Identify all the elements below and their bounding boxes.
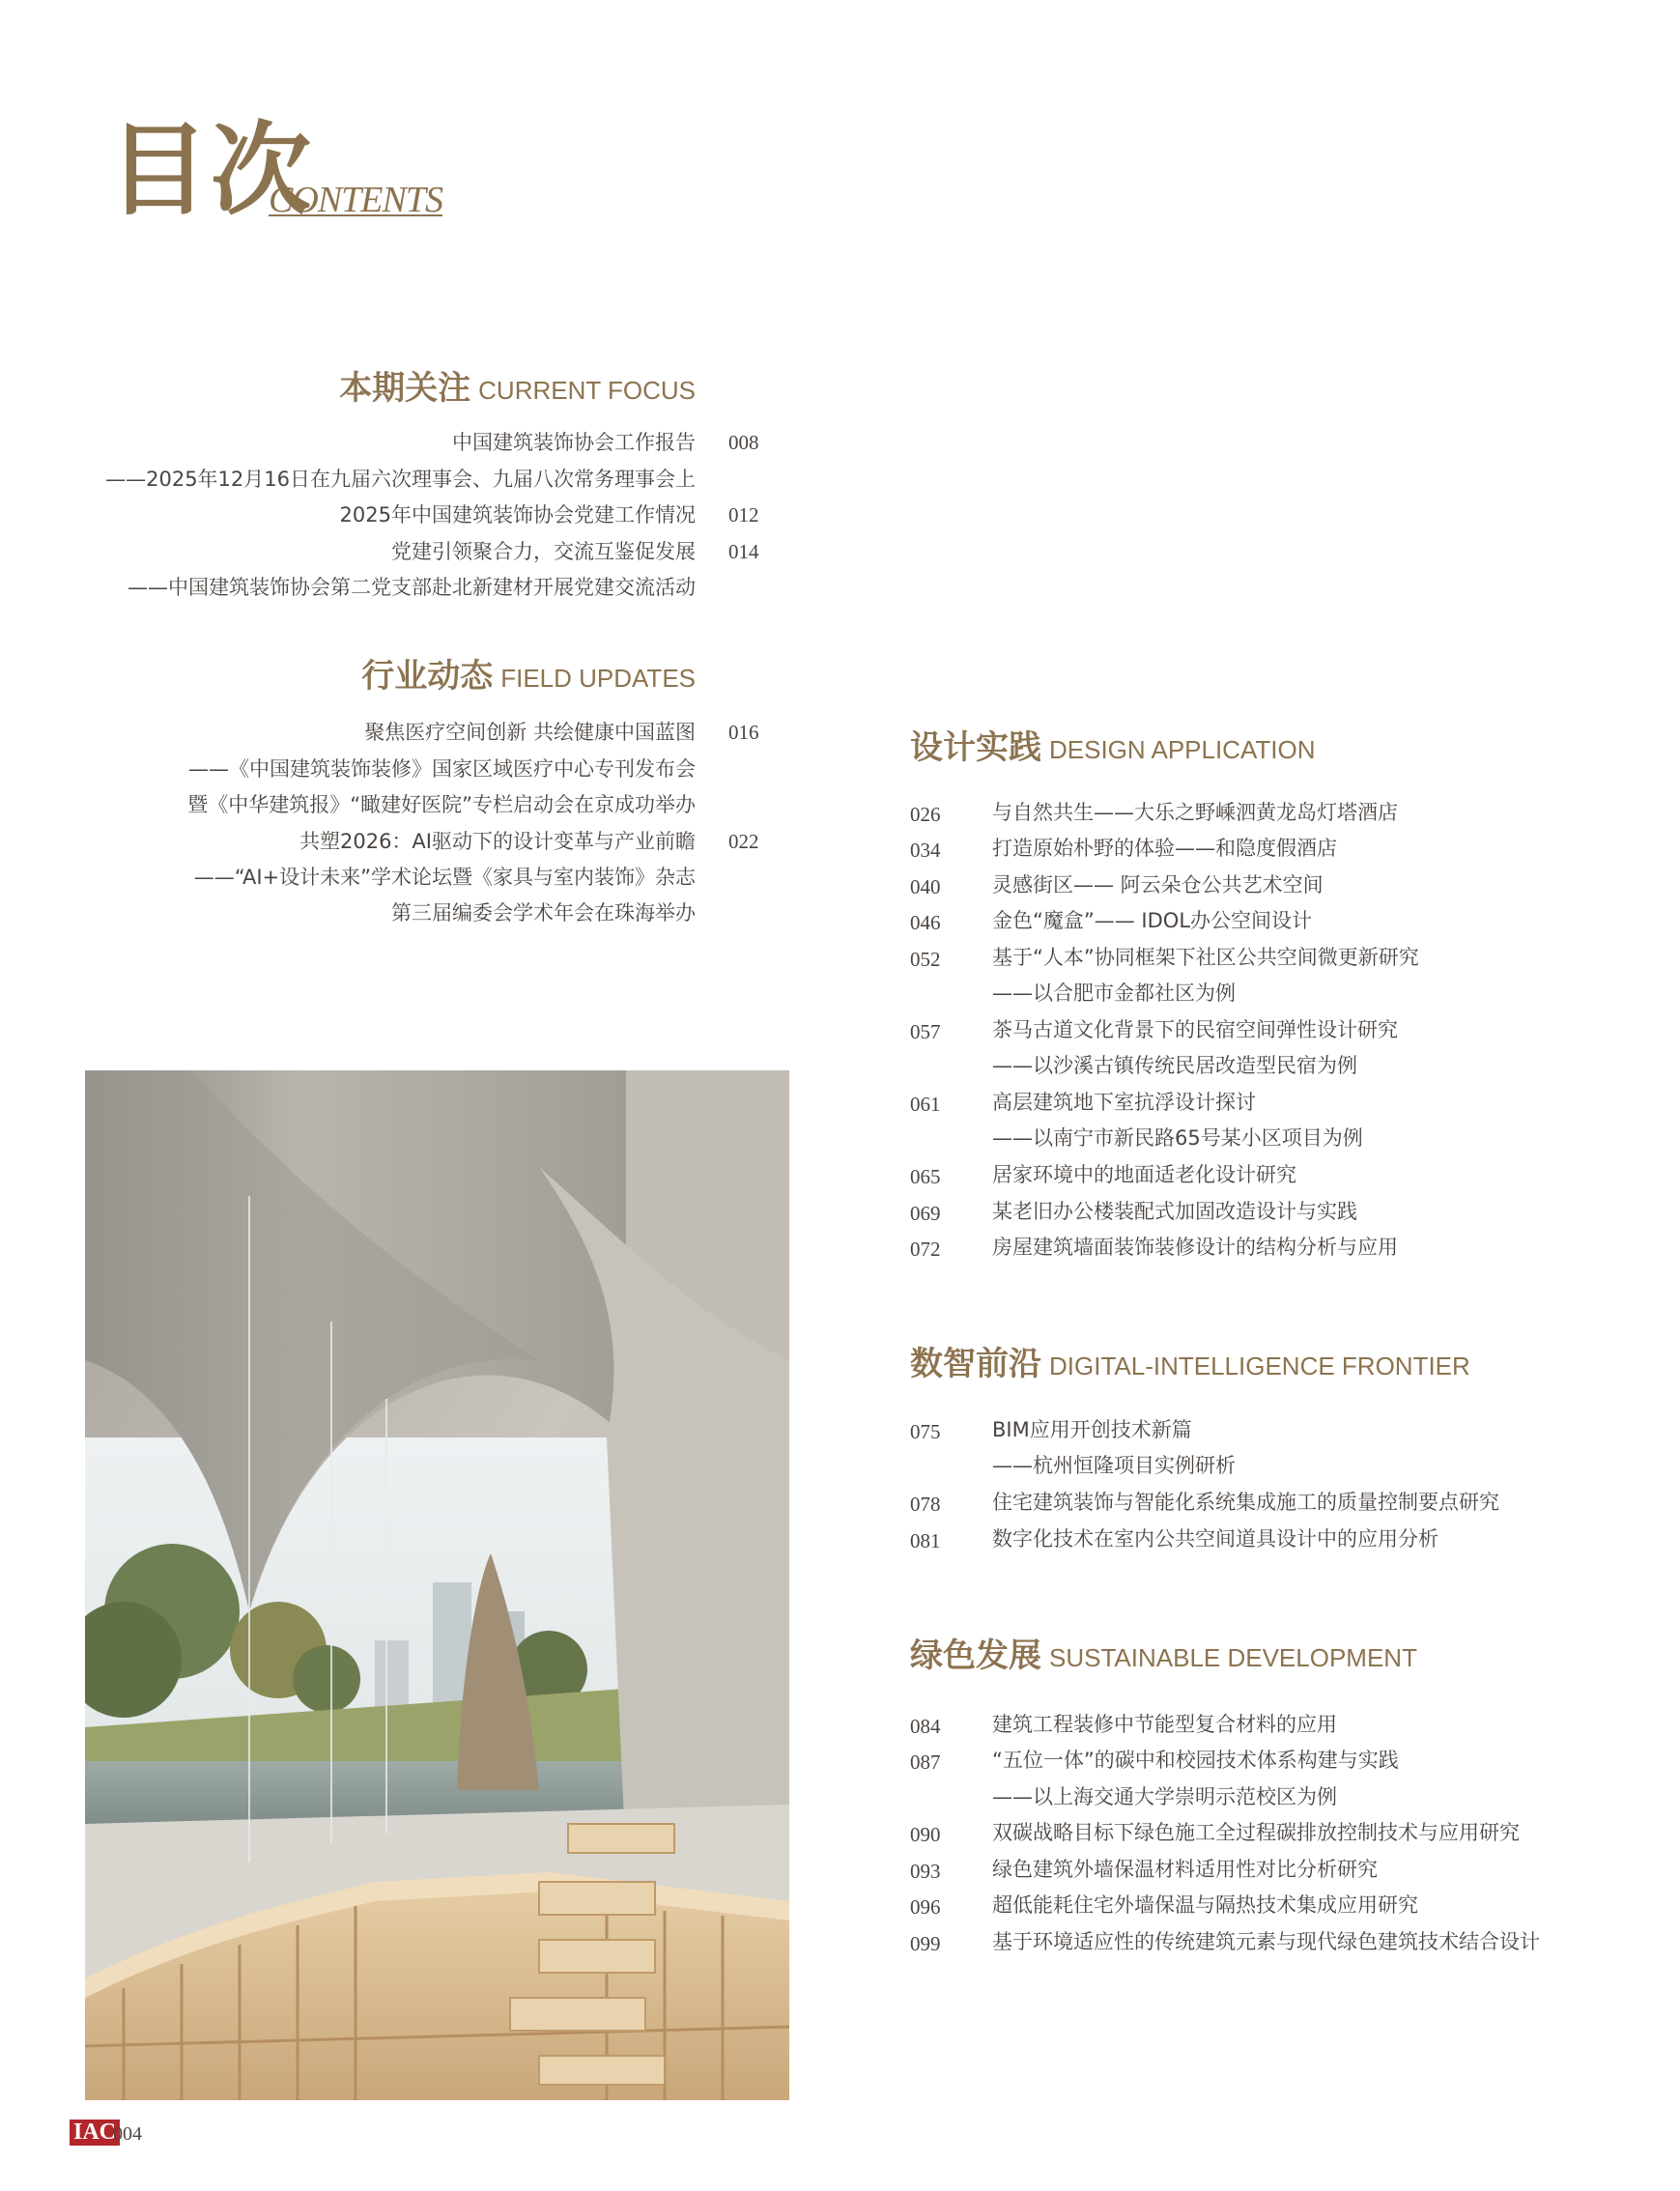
toc-entry-subtitle: ——以沙溪古镇传统民居改造型民宿为例 xyxy=(992,1054,1357,1077)
toc-entry-page: 040 xyxy=(910,875,941,898)
toc-entry-title[interactable]: “五位一体”的碳中和校园技术体系构建与实践 xyxy=(992,1749,1399,1772)
toc-entry-title[interactable]: 聚焦医疗空间创新 共绘健康中国蓝图 xyxy=(364,721,696,744)
toc-entry-page: 078 xyxy=(910,1493,941,1516)
toc-entry-title[interactable]: 茶马古道文化背景下的民宿空间弹性设计研究 xyxy=(992,1018,1398,1041)
toc-entry-subtitle: ——以合肥市金都社区为例 xyxy=(992,982,1236,1005)
section-heading-cn: 数智前沿 xyxy=(910,1345,1041,1383)
toc-entry-page: 093 xyxy=(910,1860,941,1883)
section-heading-cn: 设计实践 xyxy=(910,728,1041,767)
section-heading-design-application xyxy=(910,728,1316,767)
section-heading-en: DESIGN APPLICATION xyxy=(1049,735,1316,764)
toc-entry-subtitle: ——杭州恒隆项目实例研析 xyxy=(992,1454,1236,1477)
toc-entry-page: 090 xyxy=(910,1823,941,1846)
toc-entry-title[interactable]: 绿色建筑外墙保温材料适用性对比分析研究 xyxy=(992,1858,1378,1881)
toc-entry-page: 087 xyxy=(910,1750,941,1774)
toc-entry-title[interactable]: 基于环境适应性的传统建筑元素与现代绿色建筑技术结合设计 xyxy=(992,1930,1540,1953)
section-heading-current-focus xyxy=(339,369,696,408)
toc-entry-subtitle: ——“AI+设计未来”学术论坛暨《家具与室内装饰》杂志 xyxy=(193,866,696,889)
toc-entry-title[interactable]: 住宅建筑装饰与智能化系统集成施工的质量控制要点研究 xyxy=(992,1491,1499,1514)
section-heading-field-updates xyxy=(361,657,696,696)
toc-entry-title[interactable]: 超低能耗住宅外墙保温与隔热技术集成应用研究 xyxy=(992,1893,1418,1917)
section-heading-cn: 本期关注 xyxy=(339,369,471,408)
toc-entry-page: 016 xyxy=(728,721,759,744)
toc-entry-page: 072 xyxy=(910,1238,941,1261)
toc-entry-page: 081 xyxy=(910,1529,941,1552)
toc-entry-subtitle: 暨《中华建筑报》“瞰建好医院”专栏启动会在京成功举办 xyxy=(187,793,696,816)
architecture-photo xyxy=(85,1070,789,2100)
section-heading-digital-frontier xyxy=(910,1345,1470,1383)
toc-entry-title[interactable]: 基于“人本”协同框架下社区公共空间微更新研究 xyxy=(992,946,1419,969)
toc-entry-title[interactable]: 中国建筑装饰协会工作报告 xyxy=(452,431,696,454)
toc-entry-subtitle: ——以南宁市新民路65号某小区项目为例 xyxy=(992,1126,1363,1150)
toc-entry-page: 046 xyxy=(910,911,941,934)
toc-entry-title[interactable]: 共塑2026：AI驱动下的设计变革与产业前瞻 xyxy=(299,830,696,853)
section-heading-sustainable-development xyxy=(910,1636,1417,1675)
toc-entry-title[interactable]: BIM应用开创技术新篇 xyxy=(992,1418,1192,1441)
toc-entry-page: 069 xyxy=(910,1202,941,1225)
toc-entry-page: 014 xyxy=(728,540,759,563)
toc-entry-page: 099 xyxy=(910,1932,941,1955)
toc-entry-title[interactable]: 与自然共生——大乐之野嵊泗黄龙岛灯塔酒店 xyxy=(992,801,1398,824)
toc-entry-subtitle: ——中国建筑装饰协会第二党支部赴北新建材开展党建交流活动 xyxy=(128,576,696,599)
toc-entry-page: 008 xyxy=(728,431,759,454)
page-title-cn: 目次 xyxy=(108,110,314,229)
toc-entry-title[interactable]: 数字化技术在室内公共空间道具设计中的应用分析 xyxy=(992,1527,1438,1551)
toc-entry-title[interactable]: 打造原始朴野的体验——和隐度假酒店 xyxy=(992,837,1337,860)
toc-entry-subtitle: ——《中国建筑装饰装修》国家区域医疗中心专刊发布会 xyxy=(188,757,696,781)
toc-entry-title[interactable]: 某老旧办公楼装配式加固改造设计与实践 xyxy=(992,1200,1357,1223)
toc-entry-title[interactable]: 党建引领聚合力，交流互鉴促发展 xyxy=(391,540,696,563)
section-heading-cn: 绿色发展 xyxy=(910,1636,1041,1675)
toc-entry-page: 061 xyxy=(910,1093,941,1116)
toc-entry-title[interactable]: 建筑工程装修中节能型复合材料的应用 xyxy=(992,1713,1337,1736)
toc-entry-page: 057 xyxy=(910,1020,941,1043)
section-heading-en: FIELD UPDATES xyxy=(500,664,696,693)
toc-entry-page: 026 xyxy=(910,803,941,826)
toc-entry-page: 096 xyxy=(910,1895,941,1919)
magazine-logo: IAC xyxy=(70,2120,120,2146)
toc-entry-title[interactable]: 灵感街区—— 阿云朵仓公共艺术空间 xyxy=(992,873,1324,896)
toc-entry-subtitle: 第三届编委会学术年会在珠海举办 xyxy=(391,901,696,925)
page-title-en: CONTENTS xyxy=(269,180,442,220)
toc-entry-title[interactable]: 房屋建筑墙面装饰装修设计的结构分析与应用 xyxy=(992,1236,1398,1259)
toc-entry-page: 052 xyxy=(910,948,941,971)
section-heading-en: DIGITAL-INTELLIGENCE FRONTIER xyxy=(1049,1352,1470,1380)
toc-entry-page: 012 xyxy=(728,503,759,526)
toc-entry-title[interactable]: 金色“魔盒”—— IDOL办公空间设计 xyxy=(992,909,1313,932)
toc-entry-title[interactable]: 2025年中国建筑装饰协会党建工作情况 xyxy=(339,503,696,526)
toc-entry-page: 022 xyxy=(728,830,759,853)
toc-entry-page: 075 xyxy=(910,1420,941,1443)
page-number: 004 xyxy=(113,2123,142,2145)
toc-entry-subtitle: ——2025年12月16日在九届六次理事会、九届八次常务理事会上 xyxy=(105,468,696,491)
toc-entry-title[interactable]: 高层建筑地下室抗浮设计探讨 xyxy=(992,1091,1256,1114)
section-heading-en: CURRENT FOCUS xyxy=(478,376,696,405)
toc-entry-title[interactable]: 双碳战略目标下绿色施工全过程碳排放控制技术与应用研究 xyxy=(992,1821,1520,1844)
toc-entry-subtitle: ——以上海交通大学崇明示范校区为例 xyxy=(992,1785,1337,1808)
toc-entry-page: 065 xyxy=(910,1165,941,1188)
toc-entry-page: 084 xyxy=(910,1715,941,1738)
section-heading-cn: 行业动态 xyxy=(361,657,494,696)
section-heading-en: SUSTAINABLE DEVELOPMENT xyxy=(1049,1643,1417,1672)
toc-entry-page: 034 xyxy=(910,839,941,862)
toc-entry-title[interactable]: 居家环境中的地面适老化设计研究 xyxy=(992,1163,1296,1186)
